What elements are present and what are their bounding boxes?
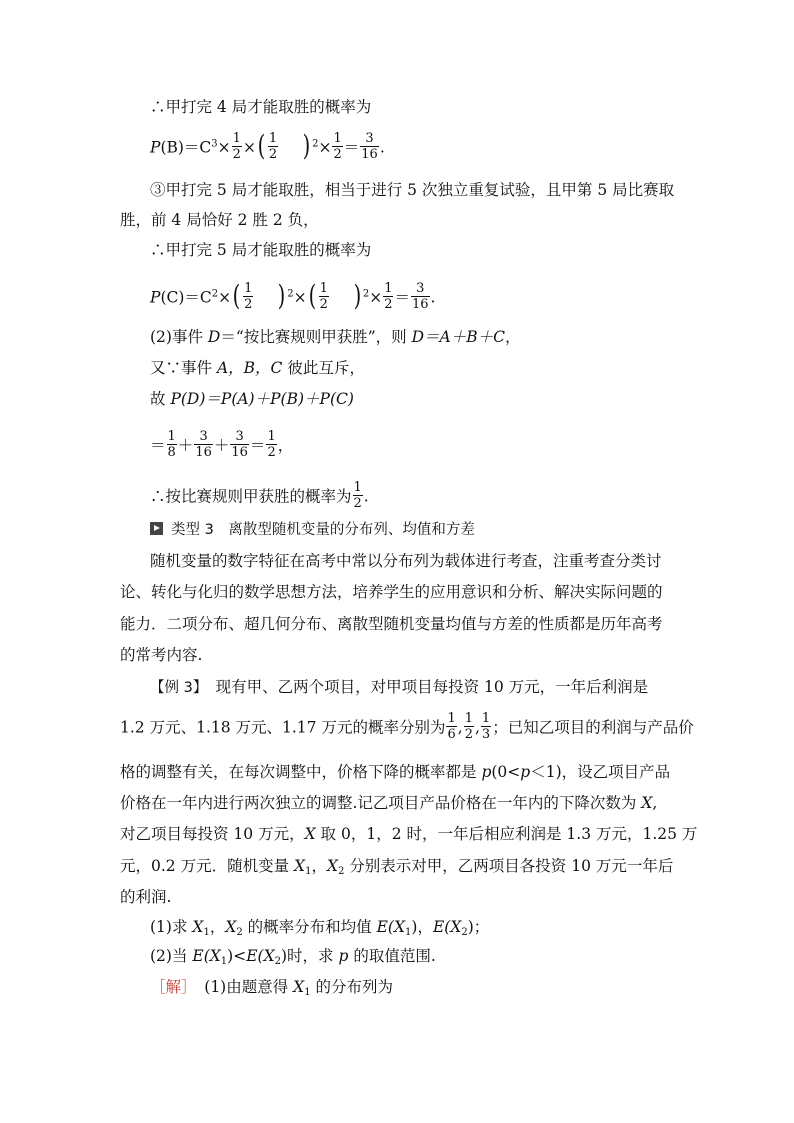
fraction: $\frac{3}{16}$ xyxy=(231,429,248,460)
fraction: $\frac{1}{2}$ xyxy=(268,131,278,162)
fraction: $\frac{1}{2}$ xyxy=(333,131,342,162)
formula-sum: ＝ $\frac{1}{8}$ ＋ $\frac{3}{16}$ ＋ $\frac{3}{16}$ ＝ $\frac{1}{2}$ ， xyxy=(150,429,294,460)
paragraph-line: 论、转化与化归的数学思想方法，培养学生的应用意识和分析、解决实际问题的 xyxy=(120,583,663,601)
example-line: 价格在一年内进行两次独立的调整.记乙项目产品价格在一年内的下降次数为 X, xyxy=(120,794,658,812)
example-line: 对乙项目每投资 10 万元，X 取 0，1，2 时，一年后相应利润是 1.3 万元，1.25 万 xyxy=(120,825,698,843)
fraction: $\frac{1}{6}$ xyxy=(447,711,456,742)
paragraph-line: 随机变量的数字特征在高考中常以分布列为载体进行考查，注重考查分类讨 xyxy=(150,552,662,570)
fraction: $\frac{1}{8}$ xyxy=(167,429,176,460)
formula-pb: $P(B)=C^3\times$ $\frac{1}{2}$ ×( $\frac{1}{2}$ ) $^2$× $\frac{1}{2}$ ＝ $\frac{3}{16}$ . xyxy=(150,128,385,162)
fraction: $\frac{1}{3}$ xyxy=(481,711,491,742)
solution-label: ［解］ xyxy=(150,978,189,996)
fraction: $\frac{3}{16}$ xyxy=(412,281,429,312)
formula-pc: $P(C)=C^2\times$( $\frac{1}{2}$ ) $^2$×( $\frac{1}{2}$ ) $^2$× $\frac{1}{2}$ ＝ $\frac{3}{16}$ . xyxy=(150,278,436,312)
fraction: $\frac{1}{2}$ xyxy=(353,480,362,511)
fraction: $\frac{1}{2}$ xyxy=(232,131,241,162)
play-triangle-icon xyxy=(150,522,163,535)
fraction: $\frac{3}{16}$ xyxy=(195,429,212,460)
line-7: (2)事件 D＝“按比赛规则甲获胜”，则 D＝A＋B＋C， xyxy=(150,328,521,346)
example-line: 元，0.2 万元．随机变量 $X_1$，$X_2$ 分别表示对甲，乙两项目各投资 10 万元一年后 xyxy=(120,857,674,877)
example-line: 【例 3】 现有甲、乙两个项目，对甲项目每投资 10 万元，一年后利润是 xyxy=(150,678,649,696)
question-2: (2)当 $E(X_1)<E(X_2)$时，求 p 的取值范围. xyxy=(150,947,436,967)
fraction: $\frac{1}{2}$ xyxy=(267,429,276,460)
fraction: $\frac{1}{2}$ xyxy=(464,711,473,742)
line-8: 又∵事件 A，B，C 彼此互斥， xyxy=(150,359,365,377)
fraction: $\frac{1}{2}$ xyxy=(384,281,393,312)
line-1: ∴甲打完 4 局才能取胜的概率为 xyxy=(150,98,372,116)
example-line: 1.2 万元、1.18 万元、1.17 万元的概率分别为 $\frac{1}{6}$ , $\frac{1}{2}$ , $\frac{1}{3}$ ；已知乙项目的利润与产品价 xyxy=(120,711,694,742)
line-4: 胜，前 4 局恰好 2 胜 2 负， xyxy=(120,211,319,229)
line-9: 故 P(D)＝P(A)＋P(B)＋P(C) xyxy=(150,390,354,408)
example-line: 格的调整有关，在每次调整中，价格下降的概率都是 p(0<p＜1)，设乙项目产品 xyxy=(120,763,671,781)
paragraph-line: 能力．二项分布、超几何分布、离散型随机变量均值与方差的性质都是历年高考 xyxy=(120,615,663,633)
fraction: $\frac{3}{16}$ xyxy=(361,131,378,162)
example-line: 的利润. xyxy=(120,888,172,906)
section-heading: 类型 3 离散型随机变量的分布列、均值和方差 xyxy=(150,520,475,540)
fraction: $\frac{1}{2}$ xyxy=(319,281,328,312)
line-5: ∴甲打完 5 局才能取胜的概率为 xyxy=(150,241,372,259)
paragraph-line: 的常考内容. xyxy=(120,646,203,664)
solution-line: ［解］ (1)由题意得 $X_1$ 的分布列为 xyxy=(150,978,394,998)
fraction: $\frac{1}{2}$ xyxy=(244,281,253,312)
line-3: ③甲打完 5 局才能取胜，相当于进行 5 次独立重复试验，且甲第 5 局比赛取 xyxy=(150,181,675,199)
question-1: (1)求 $X_1$，$X_2$ 的概率分布和均值 $E(X_1)$，$E(X_2)$； xyxy=(150,918,490,938)
example-label: 【例 3】 xyxy=(150,680,201,696)
line-11: ∴按比赛规则甲获胜的概率为 $\frac{1}{2}$ . xyxy=(150,480,369,511)
